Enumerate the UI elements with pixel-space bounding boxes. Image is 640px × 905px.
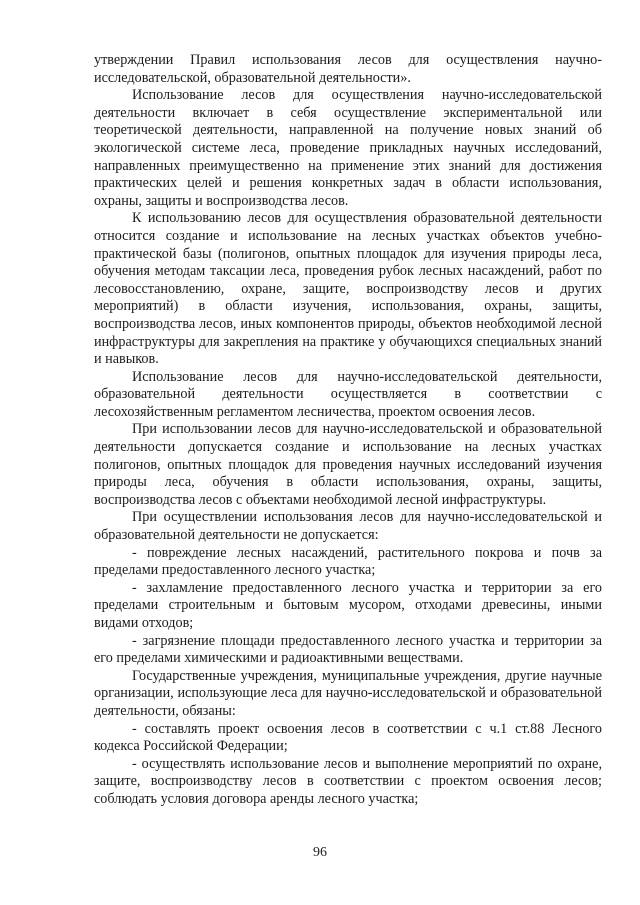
list-item: - осуществлять использование лесов и выполнение мероприятий по охране, защите, воспроизводству лесов в соответствии с проектом освоения лесов; соблюдать условия договора аренды лесного участка; <box>94 755 602 807</box>
paragraph: утверждении Правил использования лесов для осуществления научно-исследовательской, образовательной деятельности». <box>94 52 602 86</box>
list-item: - повреждение лесных насаждений, растительного покрова и почв за пределами предоставленного лесного участка; <box>94 544 602 579</box>
page-number: 96 <box>313 845 327 860</box>
document-body <box>94 52 602 809</box>
paragraph: К использованию лесов для осуществления образовательной деятельности относится создание и использование на лесных участках объектов учебно-практической базы (полигонов, опытных площадок для изучения природы леса, обучения методам таксации леса, проведения рубок лесных насаждений, работ по лесовосстановлению, охране, защите, воспроизводству лесов и других мероприятий) в области изучения, использования, охраны, защиты, воспроизводства лесов, иных компонентов природы, объектов необходимой лесной инфраструктуры для закрепления на практике у обучающихся специальных знаний и навыков. <box>94 210 602 368</box>
paragraph: Использование лесов для научно-исследовательской деятельности, образовательной деятельности осуществляется в соответствии с лесохозяйственным регламентом лесничества, проектом освоения лесов. <box>94 368 602 420</box>
paragraph: При использовании лесов для научно-исследовательской и образовательной деятельности допускается создание и использование на лесных участках полигонов, опытных площадок для проведения научных исследований изучения природы леса, обучения в области использования, охраны, защиты, воспроизводства лесов с объектами необходимой лесной инфраструктуры. <box>94 421 602 508</box>
paragraph: Государственные учреждения, муниципальные учреждения, другие научные организации, использующие леса для научно-исследовательской и образовательной деятельности, обязаны: <box>94 667 602 719</box>
list-item: - составлять проект освоения лесов в соответствии с ч.1 ст.88 Лесного кодекса Российской Федерации; <box>94 720 602 755</box>
paragraph: Использование лесов для осуществления научно-исследовательской деятельности включает в себя осуществление экспериментальной или теоретической деятельности, направленной на получение новых знаний об экологической системе леса, проведение прикладных научных исследований, направленных преимущественно на применение этих знаний для достижения практических целей и решения конкретных задач в области использования, охраны, защиты и воспроизводства лесов. <box>94 87 602 209</box>
paragraph: При осуществлении использования лесов для научно-исследовательской и образовательной деятельности не допускается: <box>94 509 602 544</box>
list-item: - захламление предоставленного лесного участка и территории за его пределами строительным и бытовым мусором, отходами древесины, иными видами отходов; <box>94 579 602 631</box>
list-item: - загрязнение площади предоставленного лесного участка и территории за его пределами химическими и радиоактивными веществами. <box>94 632 602 667</box>
